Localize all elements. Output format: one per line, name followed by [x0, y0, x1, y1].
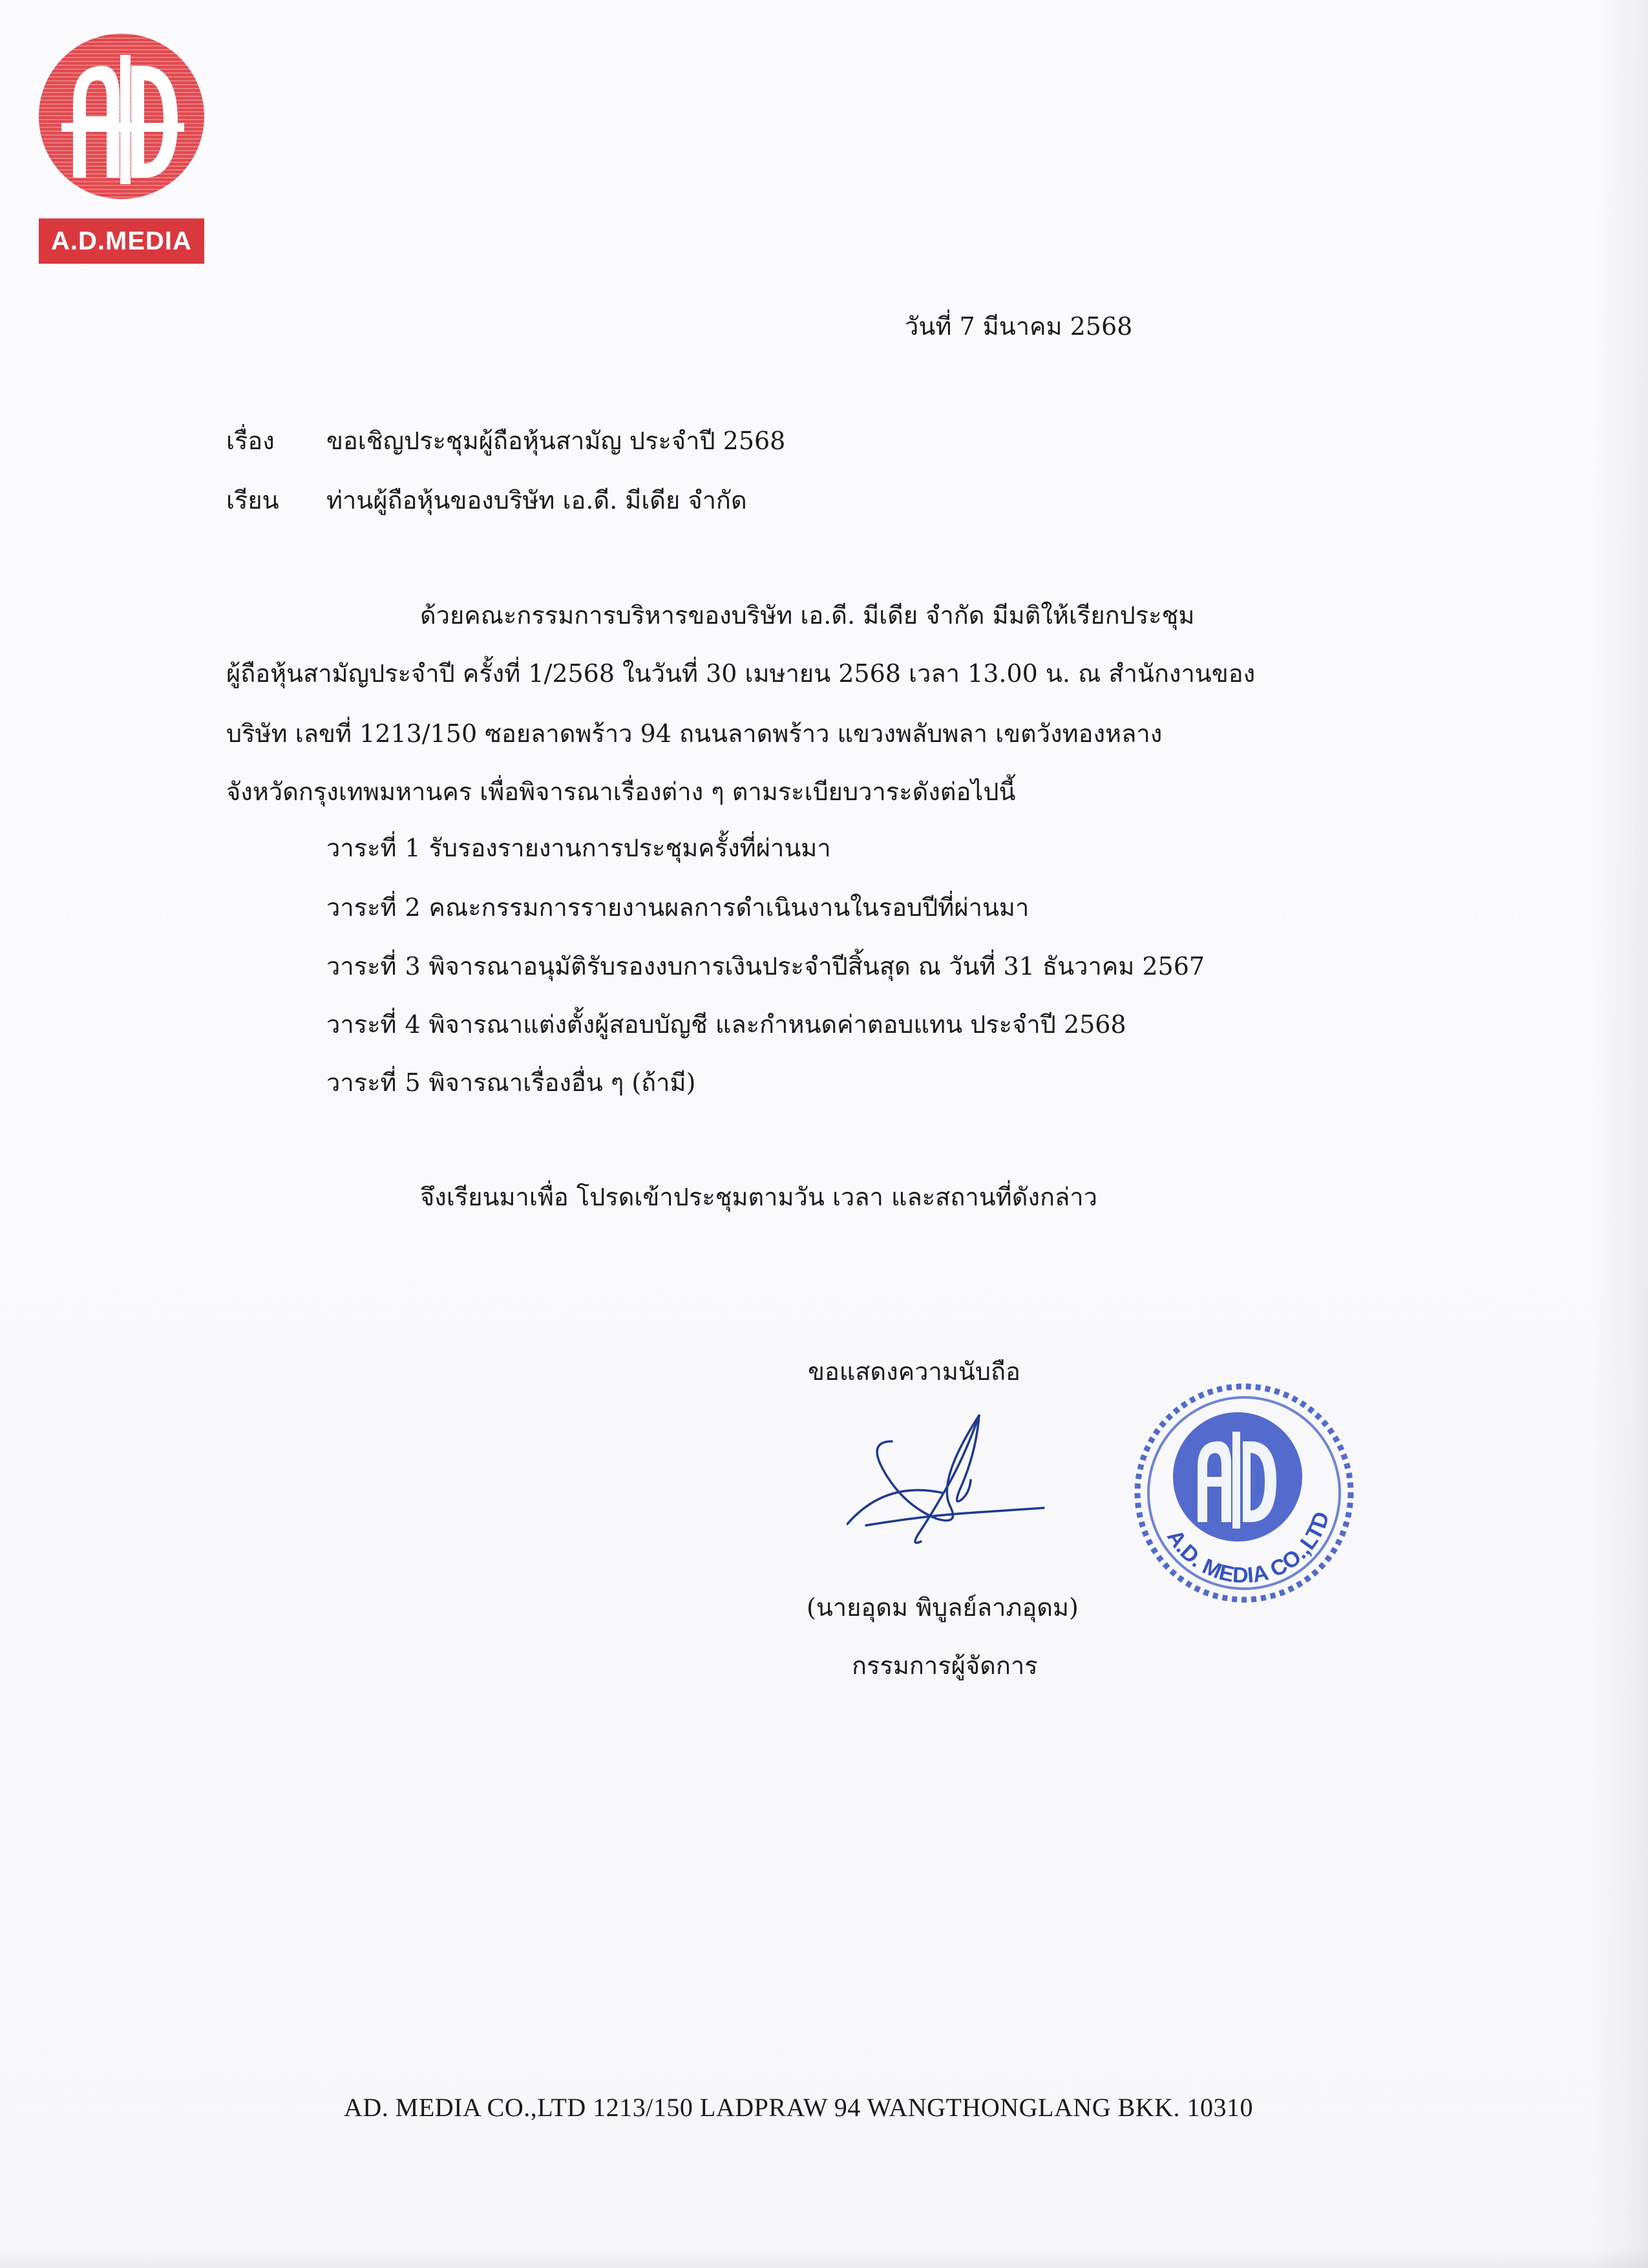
agenda-text: พิจารณาอนุมัติรับรองงบการเงินประจำปีสิ้นสุด ณ วันที่ 31 ธันวาคม 2567 [428, 952, 1205, 980]
stamp-text: A.D. MEDIA CO.,LTD [1162, 1509, 1335, 1589]
agenda-text: พิจารณาแต่งตั้งผู้สอบบัญชี และกำหนดค่าตอบแทน ประจำปี 2568 [428, 1010, 1126, 1039]
agenda-item [326, 1010, 1126, 1040]
agenda-item [326, 952, 1205, 982]
agenda-prefix: วาระที่ [326, 1068, 397, 1097]
footer-address: AD. MEDIA CO.,LTD 1213/150 LADPRAW 94 WANGTHONGLANG BKK. 10310 [344, 2093, 1254, 2122]
company-logo [36, 26, 210, 265]
body-line: ด้วยคณะกรรมการบริหารของบริษัท เอ.ดี. มีเดีย จำกัด มีมติให้เรียกประชุม [420, 601, 1195, 630]
agenda-item [326, 893, 1029, 923]
company-stamp [1121, 1370, 1367, 1616]
agenda-prefix: วาระที่ [326, 952, 397, 980]
closing-sentence: จึงเรียนมาเพื่อ โปรดเข้าประชุมตามวัน เวลา และสถานที่ดังกล่าว [420, 1183, 1097, 1211]
body-line: จังหวัดกรุงเทพมหานคร เพื่อพิจารณาเรื่องต่าง ๆ ตามระเบียบวาระดังต่อไปนี้ [226, 778, 1016, 806]
agenda-item [326, 834, 831, 864]
stamp-seal-icon [1121, 1370, 1367, 1616]
subject-label: เรื่อง [226, 427, 275, 455]
agenda-text: คณะกรรมการรายงานผลการดำเนินงานในรอบปีที่ผ่านมา [428, 893, 1030, 922]
agenda-prefix: วาระที่ [326, 1010, 397, 1039]
agenda-text: รับรองรายงานการประชุมครั้งที่ผ่านมา [428, 834, 831, 862]
paper-edge-shadow [1590, 0, 1648, 2268]
agenda-number: 4 [405, 1010, 421, 1039]
handwritten-signature [847, 1403, 1066, 1571]
agenda-item [326, 1068, 695, 1098]
body-line: ผู้ถือหุ้นสามัญประจำปี ครั้งที่ 1/2568 ในวันที่ 30 เมษายน 2568 เวลา 13.00 น. ณ สำนักงานของ [226, 659, 1256, 688]
signature-icon [847, 1403, 1066, 1571]
agenda-number: 2 [405, 893, 421, 922]
agenda-prefix: วาระที่ [326, 834, 397, 862]
agenda-prefix: วาระที่ [326, 893, 397, 922]
agenda-number: 1 [405, 834, 421, 862]
logo-label: A.D.MEDIA [39, 218, 204, 264]
body-line: บริษัท เลขที่ 1213/150 ซอยลาดพร้าว 94 ถนนลาดพร้าว แขวงพลับพลา เขตวังทองหลาง [226, 719, 1163, 748]
signer-title: กรรมการผู้จัดการ [852, 1651, 1038, 1680]
recipient-label: เรียน [226, 486, 279, 514]
paper-bottom-shadow [0, 2249, 1648, 2268]
letter-date: วันที่ 7 มีนาคม 2568 [905, 312, 1133, 341]
signer-name: (นายอุดม พิบูลย์ลาภอุดม) [807, 1593, 1079, 1622]
agenda-number: 3 [405, 952, 421, 980]
recipient-value: ท่านผู้ถือหุ้นของบริษัท เอ.ดี. มีเดีย จำกัด [326, 486, 747, 514]
ad-logo-icon [36, 26, 210, 220]
agenda-text: พิจารณาเรื่องอื่น ๆ (ถ้ามี) [428, 1068, 696, 1097]
agenda-number: 5 [405, 1068, 421, 1097]
subject-value: ขอเชิญประชุมผู้ถือหุ้นสามัญ ประจำปี 2568 [326, 427, 786, 455]
regards-text: ขอแสดงความนับถือ [808, 1357, 1020, 1386]
